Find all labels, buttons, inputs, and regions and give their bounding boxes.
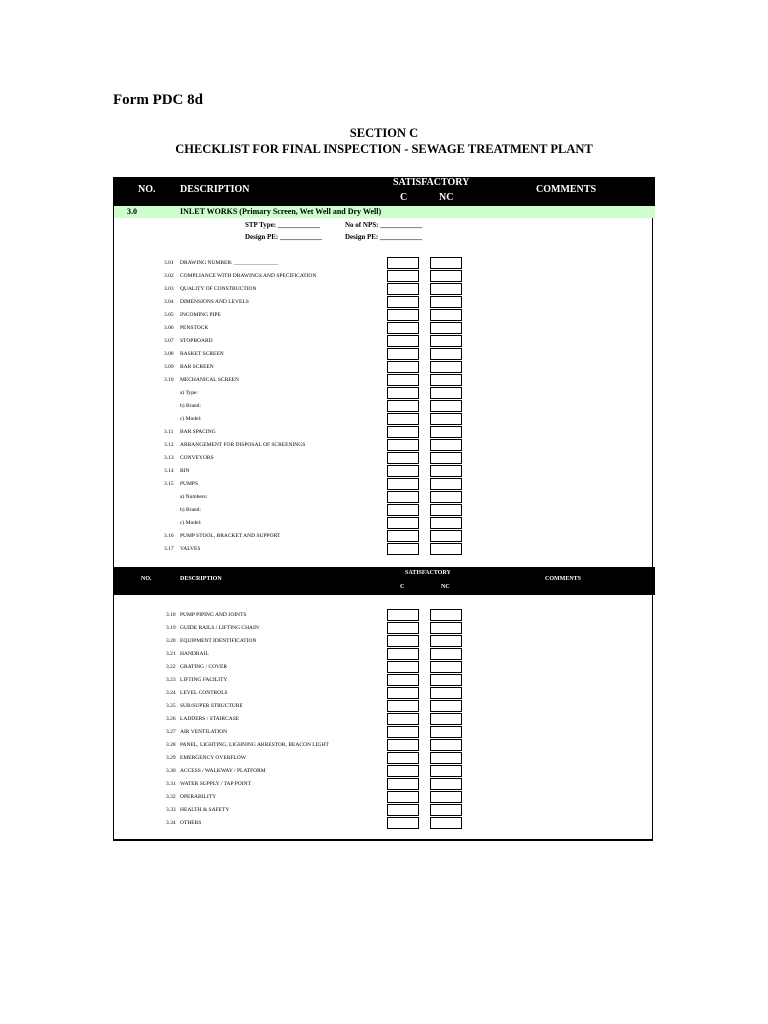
checkbox-nc[interactable] [430,648,462,660]
checkbox-c[interactable] [387,674,419,686]
checkbox-nc[interactable] [430,674,462,686]
item-label: PENSTOCK [180,325,209,331]
checkbox-c[interactable] [387,309,419,321]
item-label: b) Brand: [180,403,201,409]
item-label: OTHERS [180,820,202,826]
item-label: DRAWING NUMBER: ________________ [180,260,278,266]
item-label: OPERABILITY [180,794,217,800]
checkbox-c[interactable] [387,661,419,673]
item-number: 3.09 [164,364,174,370]
checkbox-nc[interactable] [430,348,462,360]
item-label: LIFTING FACILITY [180,677,228,683]
item-label: INCOMING PIPE [180,312,221,318]
item-number: 3.13 [164,455,174,461]
checkbox-nc[interactable] [430,739,462,751]
checkbox-c[interactable] [387,491,419,503]
checkbox-nc[interactable] [430,752,462,764]
checkbox-c[interactable] [387,622,419,634]
item-number: 3.08 [164,351,174,357]
checkbox-c[interactable] [387,791,419,803]
checkbox-nc[interactable] [430,817,462,829]
checkbox-c[interactable] [387,687,419,699]
item-label: EQUIPMENT IDENTIFICATION [180,638,257,644]
item-label: HEALTH & SAFETY [180,807,230,813]
checkbox-nc[interactable] [430,778,462,790]
header-no: NO. [141,576,152,582]
checkbox-c[interactable] [387,752,419,764]
item-label: SUB/SUPER STRUCTURE [180,703,243,709]
checkbox-c[interactable] [387,609,419,621]
checkbox-c[interactable] [387,804,419,816]
checkbox-c[interactable] [387,726,419,738]
design-pe-field-1[interactable]: Design PE: ____________ [245,233,322,241]
checkbox-nc[interactable] [430,413,462,425]
header-nc: NC [441,584,450,590]
item-label: ACCESS / WALKWAY / PLATFORM [180,768,266,774]
item-label: DIMENSIONS AND LEVELS [180,299,249,305]
item-number: 3.12 [164,442,174,448]
item-number: 3.11 [164,429,174,435]
item-label: c) Model: [180,520,202,526]
item-number: 3.04 [164,299,174,305]
item-label: AIR VENTILATION [180,729,228,735]
checkbox-nc[interactable] [430,622,462,634]
item-label: PUMP PIPING AND JOINTS [180,612,247,618]
checkbox-nc[interactable] [430,517,462,529]
item-number: 3.22 [166,664,176,670]
checkbox-nc[interactable] [430,361,462,373]
checkbox-c[interactable] [387,452,419,464]
item-label: PUMPS [180,481,199,487]
checkbox-c[interactable] [387,387,419,399]
checkbox-nc[interactable] [430,296,462,308]
checkbox-nc[interactable] [430,465,462,477]
checkbox-nc[interactable] [430,765,462,777]
checkbox-nc[interactable] [430,283,462,295]
checkbox-nc[interactable] [430,609,462,621]
item-label: b) Brand: [180,507,201,513]
item-number: 3.05 [164,312,174,318]
item-label: QUALITY OF CONSTRUCTION [180,286,257,292]
header-nc: NC [439,192,454,203]
item-label: LEVEL CONTROLS [180,690,228,696]
item-label: BAR SPACING [180,429,216,435]
checkbox-c[interactable] [387,426,419,438]
item-label: BASKET SCREEN [180,351,224,357]
item-label: HANDRAIL [180,651,209,657]
checkbox-c[interactable] [387,413,419,425]
item-number: 3.34 [166,820,176,826]
checkbox-c[interactable] [387,465,419,477]
checkbox-c[interactable] [387,374,419,386]
section-number: 3.0 [127,207,137,216]
checkbox-c[interactable] [387,504,419,516]
checkbox-c[interactable] [387,817,419,829]
item-label: ARRANGEMENT FOR DISPOSAL OF SCREENINGS [180,442,306,448]
checkbox-c[interactable] [387,439,419,451]
checkbox-c[interactable] [387,700,419,712]
section-title: SECTION C [349,126,419,140]
checkbox-c[interactable] [387,348,419,360]
item-label: CONVEYORS [180,455,214,461]
item-number: 3.03 [164,286,174,292]
page-title: CHECKLIST FOR FINAL INSPECTION - SEWAGE TREATMENT PLANT [175,142,593,156]
item-label: LADDERS / STAIRCASE [180,716,240,722]
header-comments: COMMENTS [536,184,596,195]
item-label: a) Type: [180,390,198,396]
item-number: 3.32 [166,794,176,800]
checkbox-nc[interactable] [430,374,462,386]
checkbox-c[interactable] [387,270,419,282]
checkbox-nc[interactable] [430,661,462,673]
item-label: MECHANICAL SCREEN [180,377,239,383]
item-number: 3.23 [166,677,176,683]
item-number: 3.21 [166,651,176,657]
item-label: GRATING / COVER [180,664,228,670]
item-number: 3.29 [166,755,176,761]
item-number: 3.19 [166,625,176,631]
header-description: DESCRIPTION [180,576,222,582]
item-label: GUIDE RAILS / LIFTING CHAIN [180,625,259,631]
checkbox-c[interactable] [387,648,419,660]
checkbox-nc[interactable] [430,504,462,516]
item-label: BAR SCREEN [180,364,214,370]
item-label: EMERGENCY OVERFLOW [180,755,246,761]
checkbox-nc[interactable] [430,726,462,738]
checkbox-nc[interactable] [430,530,462,542]
item-number: 3.31 [166,781,176,787]
checkbox-nc[interactable] [430,452,462,464]
checkbox-c[interactable] [387,765,419,777]
item-number: 3.33 [166,807,176,813]
checkbox-c[interactable] [387,530,419,542]
item-number: 3.07 [164,338,174,344]
checkbox-c[interactable] [387,739,419,751]
form-title: Form PDC 8d [113,92,203,108]
header-satisfactory: SATISFACTORY [393,177,470,188]
item-number: 3.01 [164,260,174,266]
item-number: 3.16 [164,533,174,539]
item-number: 3.17 [164,546,174,552]
item-label: PANEL, LIGHTING, LIGHNING ARRESTOR, BEACON LIGHT [180,742,329,748]
checkbox-nc[interactable] [430,257,462,269]
item-label: STOPBOARD [180,338,213,344]
checkbox-c[interactable] [387,635,419,647]
checkbox-nc[interactable] [430,543,462,555]
checkbox-c[interactable] [387,400,419,412]
item-label: BIN [180,468,190,474]
checkbox-nc[interactable] [430,700,462,712]
item-number: 3.30 [166,768,176,774]
checkbox-c[interactable] [387,296,419,308]
checkbox-nc[interactable] [430,387,462,399]
item-number: 3.27 [166,729,176,735]
item-number: 3.02 [164,273,174,279]
item-label: PUMP STOOL, BRACKET AND SUPPORT [180,533,281,539]
item-label: c) Model: [180,416,202,422]
item-number: 3.10 [164,377,174,383]
checkbox-c[interactable] [387,335,419,347]
header-c: C [400,584,405,590]
checkbox-c[interactable] [387,713,419,725]
checkbox-c[interactable] [387,778,419,790]
item-number: 3.14 [164,468,174,474]
item-number: 3.06 [164,325,174,331]
checkbox-c[interactable] [387,283,419,295]
header-satisfactory: SATISFACTORY [405,570,451,576]
item-label: WATER SUPPLY / TAP POINT [180,781,251,787]
checkbox-nc[interactable] [430,791,462,803]
section-title-row: INLET WORKS (Primary Screen, Wet Well and Dry Well) [180,207,382,216]
item-number: 3.20 [166,638,176,644]
item-label: a) Numbers: [180,494,208,500]
checkbox-c[interactable] [387,361,419,373]
item-number: 3.15 [164,481,174,487]
checkbox-c[interactable] [387,543,419,555]
checkbox-nc[interactable] [430,635,462,647]
table-header [113,177,655,207]
item-number: 3.18 [166,612,176,618]
checkbox-nc[interactable] [430,426,462,438]
checkbox-nc[interactable] [430,687,462,699]
checkbox-nc[interactable] [430,478,462,490]
checkbox-nc[interactable] [430,322,462,334]
checkbox-c[interactable] [387,257,419,269]
table-header-continued [113,567,655,595]
item-number: 3.24 [166,690,176,696]
checkbox-nc[interactable] [430,335,462,347]
nps-count-field[interactable]: No of NPS: ____________ [345,221,423,229]
header-description: DESCRIPTION [180,184,250,195]
header-no: NO. [138,184,156,195]
stp-type-field[interactable]: STP Type: ____________ [245,221,320,229]
checkbox-c[interactable] [387,478,419,490]
header-c: C [400,192,408,203]
checkbox-c[interactable] [387,517,419,529]
item-number: 3.25 [166,703,176,709]
checkbox-nc[interactable] [430,491,462,503]
header-comments: COMMENTS [545,576,581,582]
item-number: 3.26 [166,716,176,722]
checkbox-nc[interactable] [430,309,462,321]
checkbox-nc[interactable] [430,270,462,282]
checkbox-nc[interactable] [430,804,462,816]
checkbox-nc[interactable] [430,400,462,412]
design-pe-field-2[interactable]: Design PE: ____________ [345,233,422,241]
checkbox-nc[interactable] [430,713,462,725]
item-label: COMPLIANCE WITH DRAWINGS AND SPECIFICATION [180,273,317,279]
item-label: VALVES [180,546,201,552]
checkbox-nc[interactable] [430,439,462,451]
item-number: 3.28 [166,742,176,748]
checkbox-c[interactable] [387,322,419,334]
